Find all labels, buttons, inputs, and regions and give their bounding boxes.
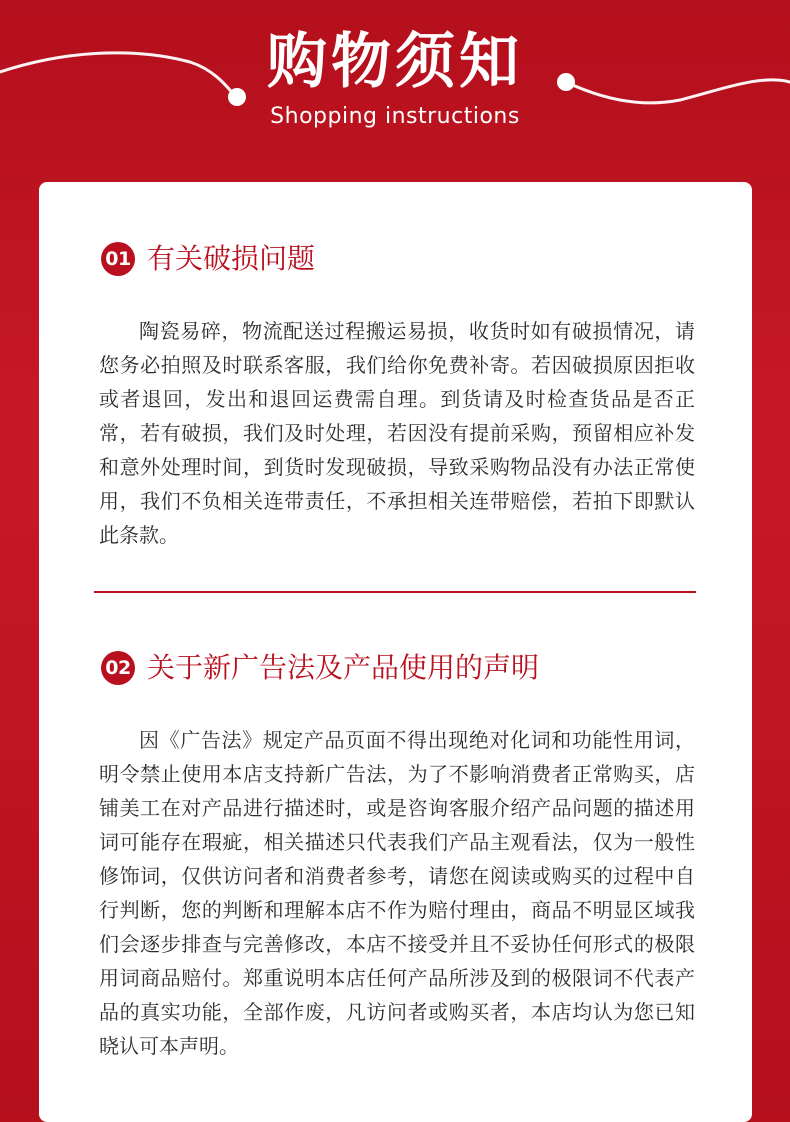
section-number-badge: 01 — [101, 242, 135, 276]
content-card — [39, 182, 752, 1122]
section-divider — [94, 591, 696, 593]
page-subtitle: Shopping instructions — [270, 104, 520, 129]
section-header-2 — [101, 651, 539, 685]
section-header-1 — [101, 242, 315, 276]
page-title: 购物须知 — [267, 27, 523, 97]
section-number-badge: 02 — [101, 651, 135, 685]
section-title: 有关破损问题 — [147, 242, 316, 275]
section-body: 陶瓷易碎，物流配送过程搬运易损，收货时如有破损情况，请您务必拍照及时联系客服，我们给你免费补寄。若因破损原因拒收或者退回，发出和退回运费需自理。到货请及时检查货品是否正常，若有破损，我们及时处理，若因没有提前采购，预留相应补发和意外处理时间，到货时发现破损，导致采购物品没有办法正常使用，我们不负相关连带责任，不承担相关连带赔偿，若拍下即默认此条款。 — [99, 319, 695, 547]
section-body: 因《广告法》规定产品页面不得出现绝对化词和功能性用词，明令禁止使用本店支持新广告法，为了不影响消费者正常购买，店铺美工在对产品进行描述时，或是咨询客服介绍产品问题的描述用词可能存在瑕疵，相关描述只代表我们产品主观看法，仅为一般性修饰词，仅供访问者和消费者参考，请您在阅读或购买的过程中自行判断，您的判断和理解本店不作为赔付理由，商品不明显区域我们会逐步排查与完善修改，本店不接受并且不妥协任何形式的极限用词商品赔付。郑重说明本店任何产品所涉及到的极限词不代表产品的真实功能，全部作废，凡访问者或购买者，本店均认为您已知晓认可本声明。 — [99, 728, 695, 1058]
section-title: 关于新广告法及产品使用的声明 — [147, 651, 540, 684]
